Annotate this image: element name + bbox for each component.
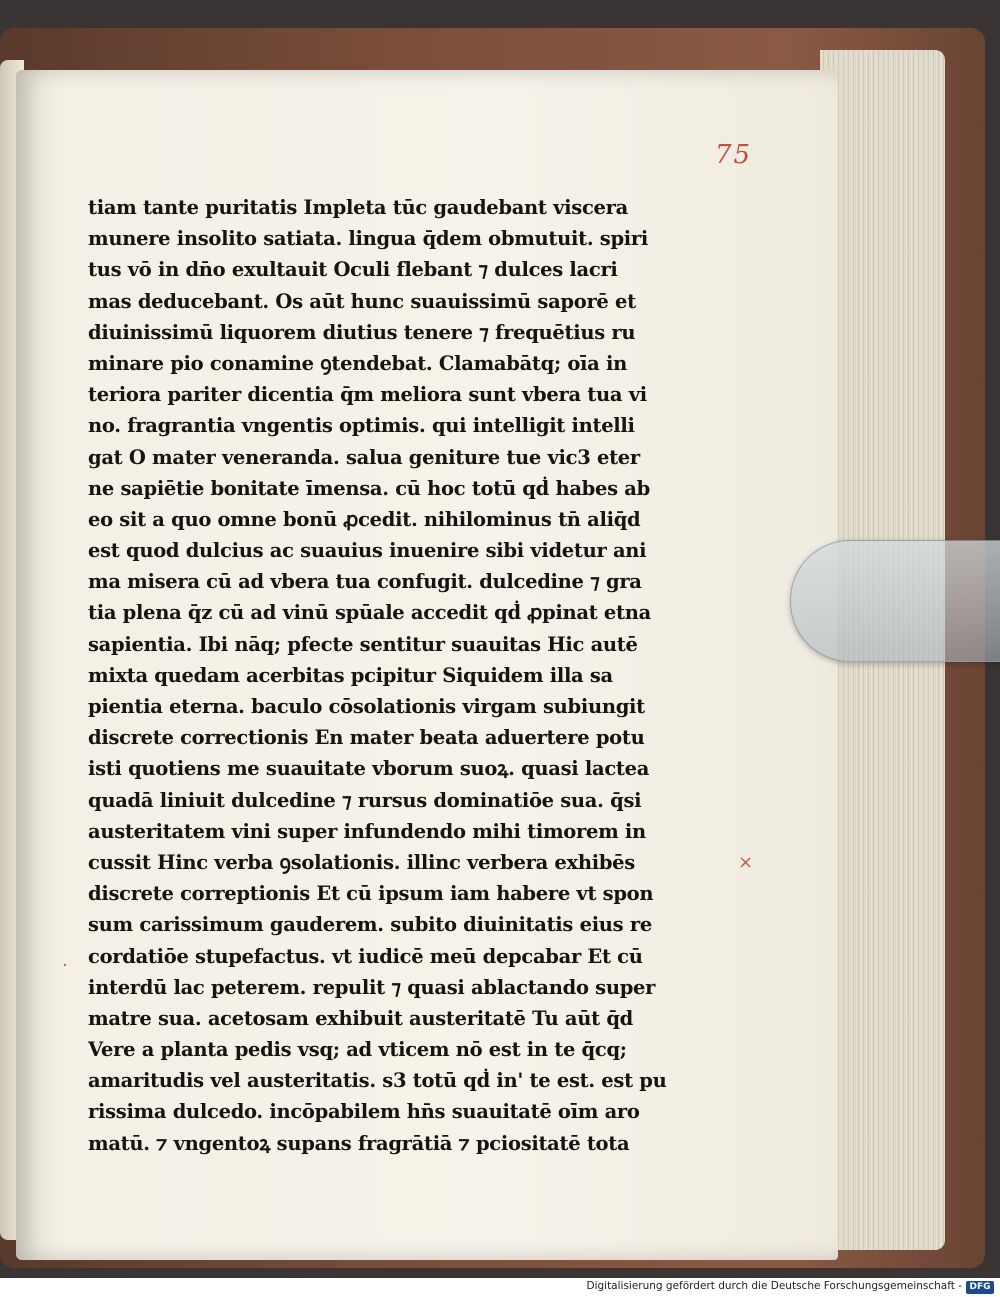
text-line: sapientia. Ibi nāq; pfecte sentitur suauitas Hic autē <box>88 632 638 656</box>
text-line: eo sit a quo omne bonū ꝓcedit. nihilominus tn̄ aliq̄d <box>88 507 641 531</box>
text-line: interdū lac peterem. repulit ⁊ quasi ablactando super <box>88 975 656 999</box>
text-line: amaritudis vel austeritatis. s3 totū qḋ in' te est. est pu <box>88 1069 667 1093</box>
text-line: cussit Hinc verba ꝯsolationis. illinc verbera exhibēs <box>88 850 635 874</box>
text-line: ne sapiētie bonitate īmensa. cū hoc totū qḋ habes ab <box>88 476 650 500</box>
text-line: isti quotiens me suauitate vborum suoꝝ. quasi lactea <box>88 757 650 781</box>
text-line: tiam tante puritatis Impleta tūc gaudebant viscera <box>88 196 628 219</box>
text-line: gat O mater veneranda. salua geniture tue vic3 eter <box>88 445 640 469</box>
folio-number: 75 <box>715 140 753 170</box>
text-line: diuinissimū liquorem diutius tenere ⁊ frequētius ru <box>88 320 636 344</box>
text-block <box>88 192 698 1159</box>
text-line: matre sua. acetosam exhibuit austeritatē Tu aūt q̄d <box>88 1006 634 1030</box>
text-line: minare pio conamine ꝯtendebat. Clamabātq; oīa in <box>88 351 627 375</box>
text-line: no. fragrantia vngentis optimis. qui intelligit intelli <box>88 414 635 438</box>
text-line: ma misera cū ad vbera tua confugit. dulcedine ⁊ gra <box>88 570 642 594</box>
text-line: cordatiōe stupefactus. vt iudicē meū depcabar Et cū <box>88 944 643 968</box>
footer-bar <box>0 1278 1000 1297</box>
text-line: est quod dulcius ac suauius inuenire sibi videtur ani <box>88 539 647 563</box>
text-line: pientia eterna. baculo cōsolationis virgam subiungit <box>88 695 645 718</box>
margin-mark: × <box>738 852 754 873</box>
text-line: Vere a planta pedis vsq; ad vticem nō est in te q̄cq; <box>88 1038 627 1062</box>
text-line: mixta quedam acerbitas pcipitur Siquidem illa sa <box>88 663 613 687</box>
text-line: sum carissimum gauderem. subito diuinitatis eius re <box>88 913 652 937</box>
text-line: austeritatem vini super infundendo mihi timorem in <box>88 819 646 843</box>
text-line: munere insolito satiata. lingua q̄dem obmutuit. spiri <box>88 227 648 251</box>
text-line: tia plena q̄z cū ad vinū spūale accedit qḋ ꝓpinat etna <box>88 601 651 625</box>
text-line: discrete correctionis En mater beata aduertere potu <box>88 726 645 750</box>
text-line: quadā liniuit dulcedine ⁊ rursus dominatiōe sua. q̄si <box>88 788 642 812</box>
text-line: teriora pariter dicentia q̄m meliora sunt vbera tua vi <box>88 383 647 407</box>
text-line: mas deducebant. Os aūt hunc suauissimū saporē et <box>88 289 636 313</box>
text-line: discrete correptionis Et cū ipsum iam habere vt spon <box>88 882 654 906</box>
margin-mark: · <box>62 955 68 976</box>
text-line: tus vō in dn̄o exultauit Oculi flebant ⁊ dulces lacri <box>88 258 618 282</box>
text-line: matū. ⁊ vngentoꝝ supans fragrātiā ⁊ pciositatē tota <box>88 1131 630 1155</box>
page-clip <box>790 540 1000 662</box>
credit-text: Digitalisierung gefördert durch die Deutsche Forschungsgemeinschaft - <box>586 1280 962 1292</box>
dfg-logo: DFG <box>966 1281 994 1294</box>
text-line: rissima dulcedo. incōpabilem hn̄s suauitatē oīm aro <box>88 1100 640 1124</box>
